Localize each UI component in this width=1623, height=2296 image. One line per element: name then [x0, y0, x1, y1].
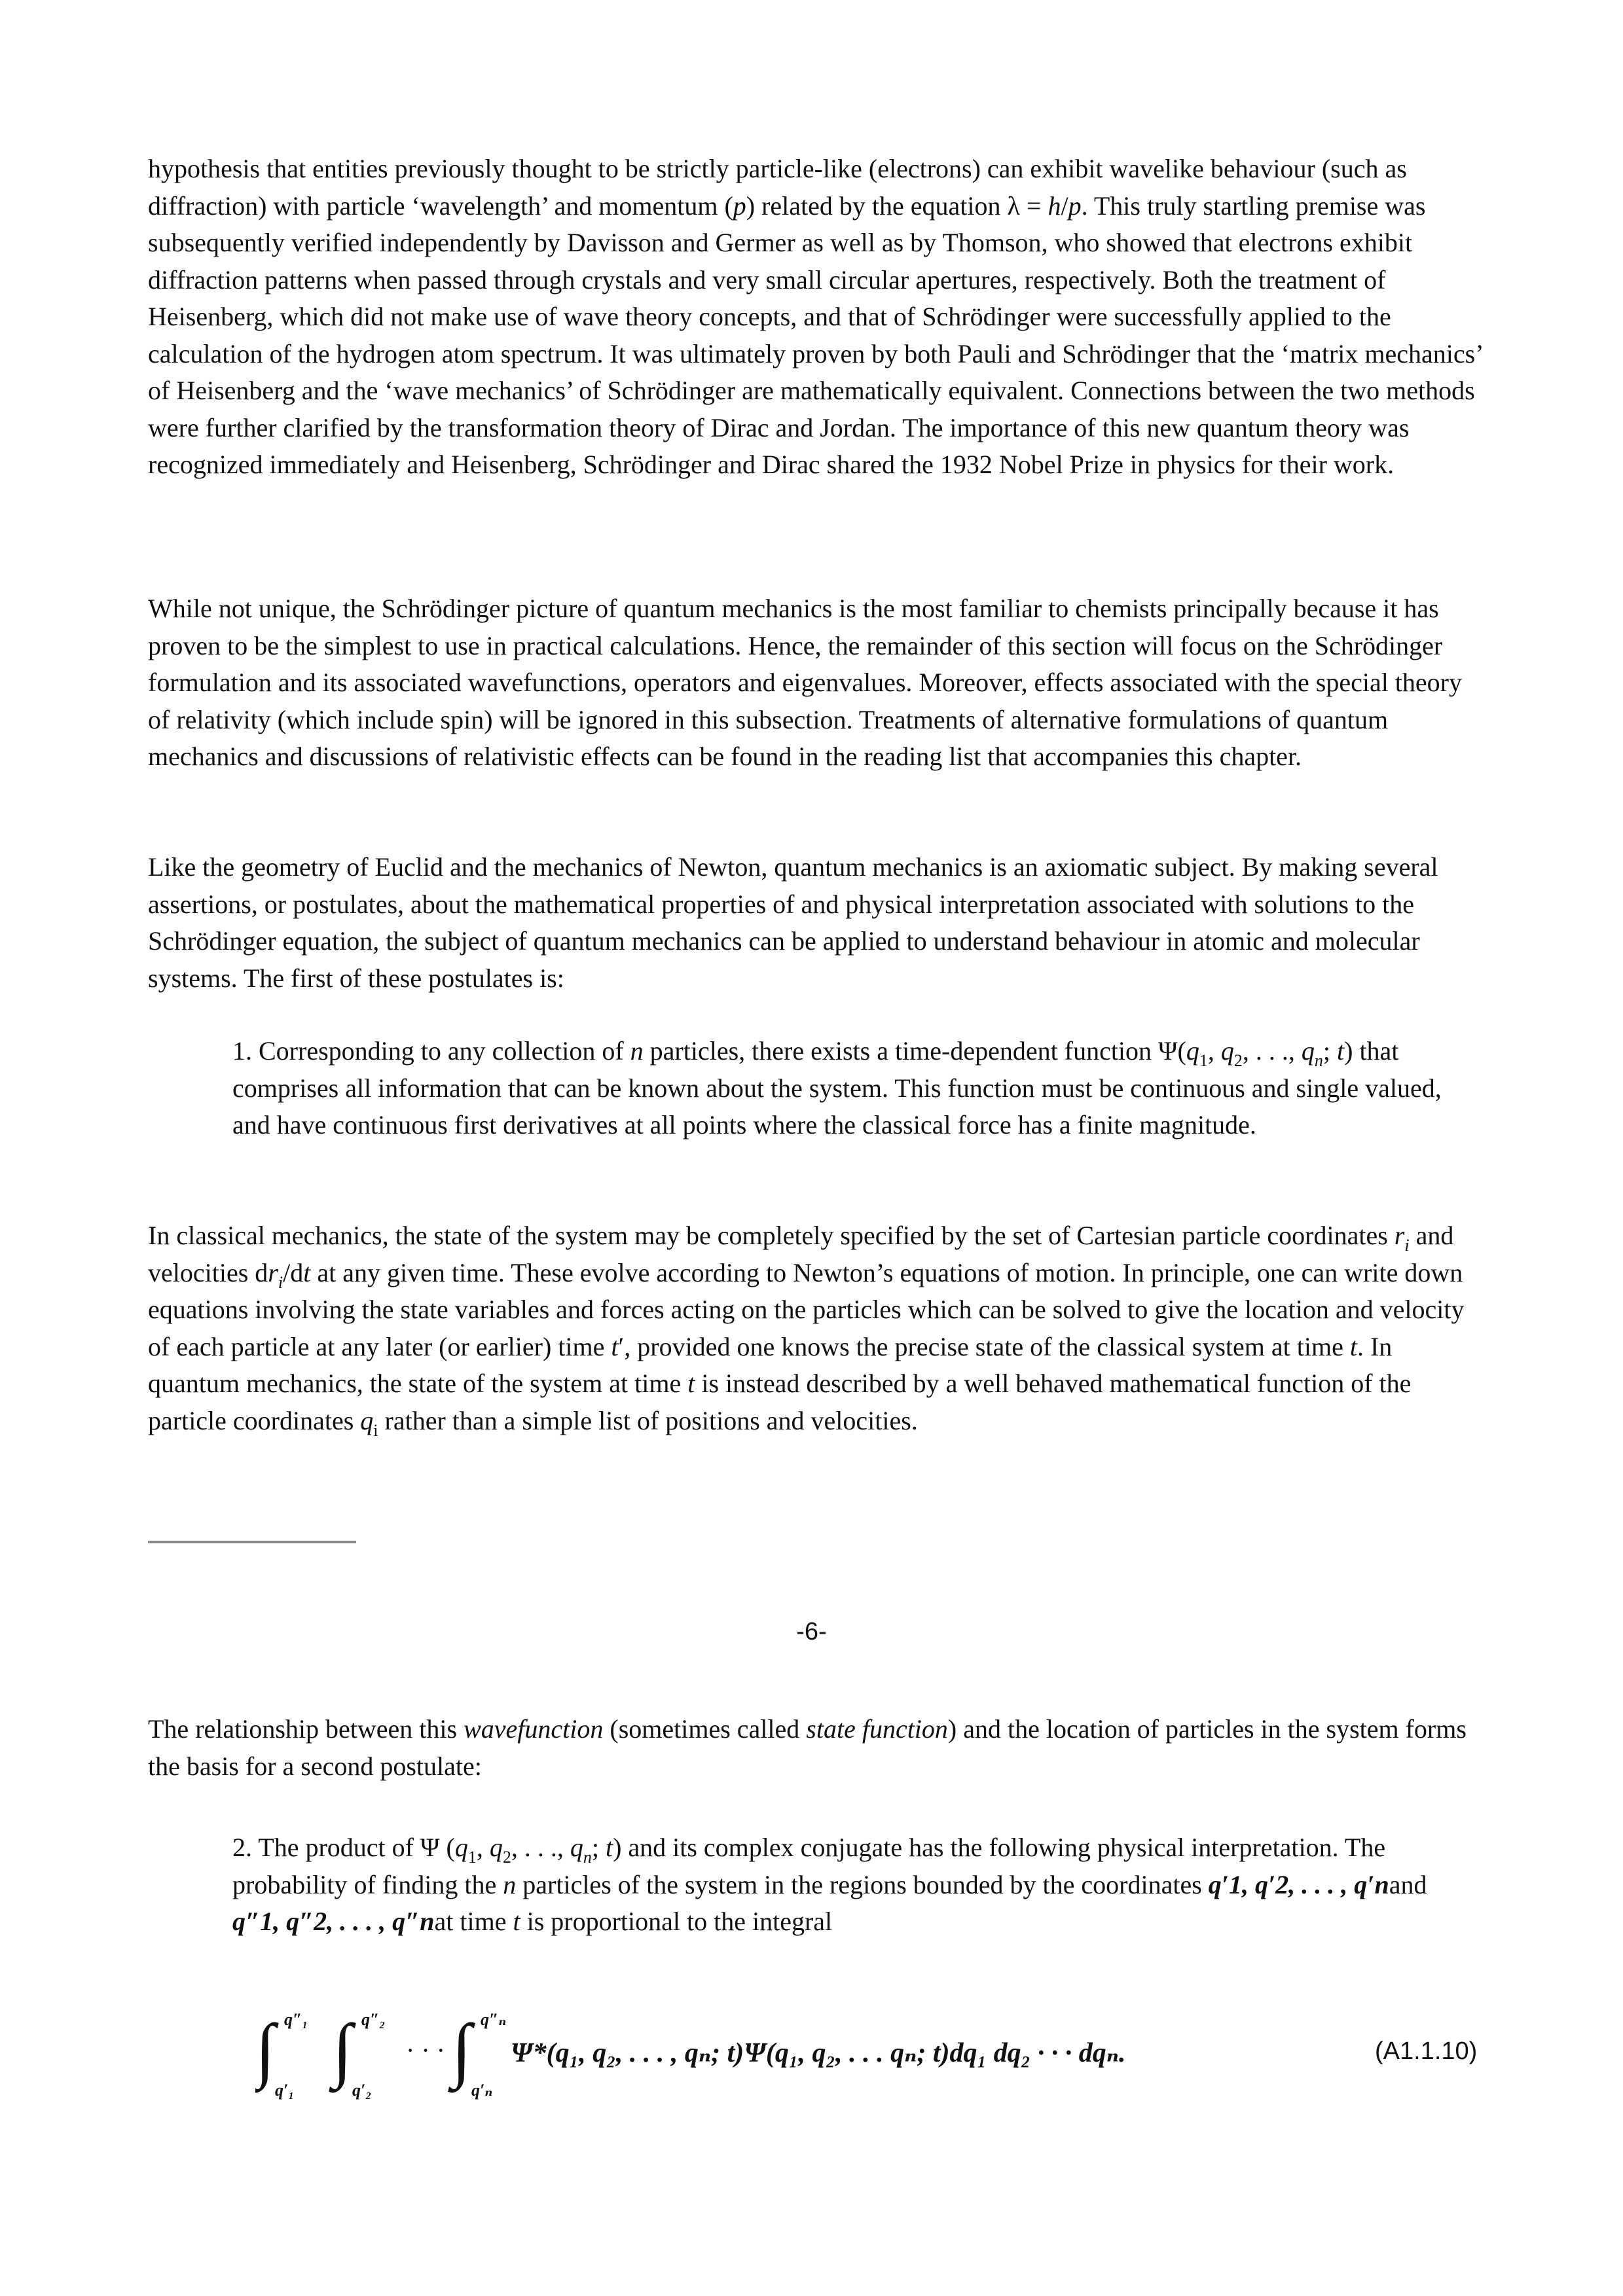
paragraph-1: hypothesis that entities previously thought to be strictly particle-like (electrons) can exhibit wavelike behaviour (such as diffraction) with particle ‘wavelength’ and momentum (p) related by the equation λ = h/p. This truly startling premise was subsequently verified independently by Davisson and Germer as well as by Thomson, who showed that electrons exhibit diffraction patterns when passed through crystals and very small circular apertures, respectively. Both the treatment of Heisenberg, which did not make use of wave theory concepts, and that of Schrödinger were successfully applied to the calculation of the hydrogen atom spectrum. It was ultimately proven by both Pauli and Schrödinger that the ‘matrix mechanics’ of Heisenberg and the ‘wave mechanics’ of Schrödinger are mathematically equivalent. Connections between the two methods were further clarified by the transformation theory of Dirac and Jordan. The importance of this new quantum theory was recognized immediately and Heisenberg, Schrödinger and Dirac shared the 1932 Nobel Prize in physics for their work. — [148, 154, 1482, 479]
svg-text:· · ·: · · · — [406, 2036, 445, 2065]
postulate-2: 2. The product of Ψ ($q_1$, $q_2$, . . ., $q_n$; t) and its complex conjugate has the following physical interpretation. The probability of finding the n particles of the system in the regions bounded by the coordinates q′1, q′2, . . . , q′nand q″1, q″2, . . . , q″nat time t is proportional to the integral — [232, 1833, 1427, 1936]
paragraph-4: In classical mechanics, the state of the system may be completely specified by the set of Cartesian particle coordinates $r_i$ and velocities $dr_i/dt$ at any given time. These evolve according to Newton’s equations of motion. In principle, one can write down equations involving the state variables and forces acting on the particles which can be solved to give the location and velocity of each particle at any later (or earlier) time t′, provided one knows the precise state of the classical system at time t. In quantum mechanics, the state of the system at time t is instead described by a well behaved mathematical function of the particle coordinates $q_i$ rather than a simple list of positions and velocities. — [148, 1221, 1465, 1440]
svg-text:q′ₙ: q′ₙ — [471, 2081, 493, 2100]
upper-limits-coordinates: q″1, q″2, . . . , q″n — [232, 1907, 435, 1936]
paragraph-3: Like the geometry of Euclid and the mechanics of Newton, quantum mechanics is an axiomatic subject. By making several assertions, or postulates, about the mathematical properties of and physical interpretation associated with solutions to the Schrödinger equation, the subject of quantum mechanics can be applied to understand behaviour in atomic and molecular systems. The first of these postulates is: — [148, 852, 1438, 993]
footnote-rule — [148, 1541, 356, 1543]
integral-sign-1: ∫ — [255, 2009, 276, 2089]
svg-text:q″ₙ: q″ₙ — [481, 2010, 507, 2029]
integral-sign-2: ∫ — [333, 2009, 353, 2089]
svg-text:q″₂: q″₂ — [361, 2010, 386, 2029]
integral-equation — [255, 1996, 1499, 2101]
svg-text:q″₁: q″₁ — [284, 2010, 308, 2029]
paragraph-5: The relationship between this wavefunction (sometimes called state function) and the location of particles in the system forms the basis for a second postulate: — [148, 1714, 1467, 1781]
paragraph-2: While not unique, the Schrödinger picture of quantum mechanics is the most familiar to chemists principally because it has proven to be the simplest to use in practical calculations. Hence, the remainder of this section will focus on the Schrödinger formulation and its associated wavefunctions, operators and eigenvalues. Moreover, effects associated with the special theory of relativity (which include spin) will be ignored in this subsection. Treatments of alternative formulations of quantum mechanics and discussions of relativistic effects can be found in the reading list that accompanies this chapter. — [148, 594, 1462, 771]
postulate-1: 1. Corresponding to any collection of n particles, there exists a time-dependent function $\Psi(q_1$, $q_2$, . . ., $q_n$; t) that comprises all information that can be known about the system. This function must be continuous and single valued, and have continuous first derivatives at all points where the classical force has a finite magnitude. — [232, 1036, 1442, 1139]
svg-text:q′₁: q′₁ — [275, 2081, 295, 2100]
equation-label: (A1.1.10) — [1375, 2037, 1478, 2065]
lower-limits-coordinates: q′1, q′2, . . . , q′n — [1208, 1869, 1389, 1899]
page-number: -6- — [796, 1618, 827, 1645]
integrand: Ψ*(q₁, q₂, . . . , qₙ; t)Ψ(q₁, q₂, . . . qₙ; t)dq₁ dq₂ · · · dqₙ. — [511, 2038, 1126, 2068]
svg-text:q′₂: q′₂ — [352, 2081, 372, 2100]
integral-sign-3: ∫ — [452, 2009, 472, 2089]
